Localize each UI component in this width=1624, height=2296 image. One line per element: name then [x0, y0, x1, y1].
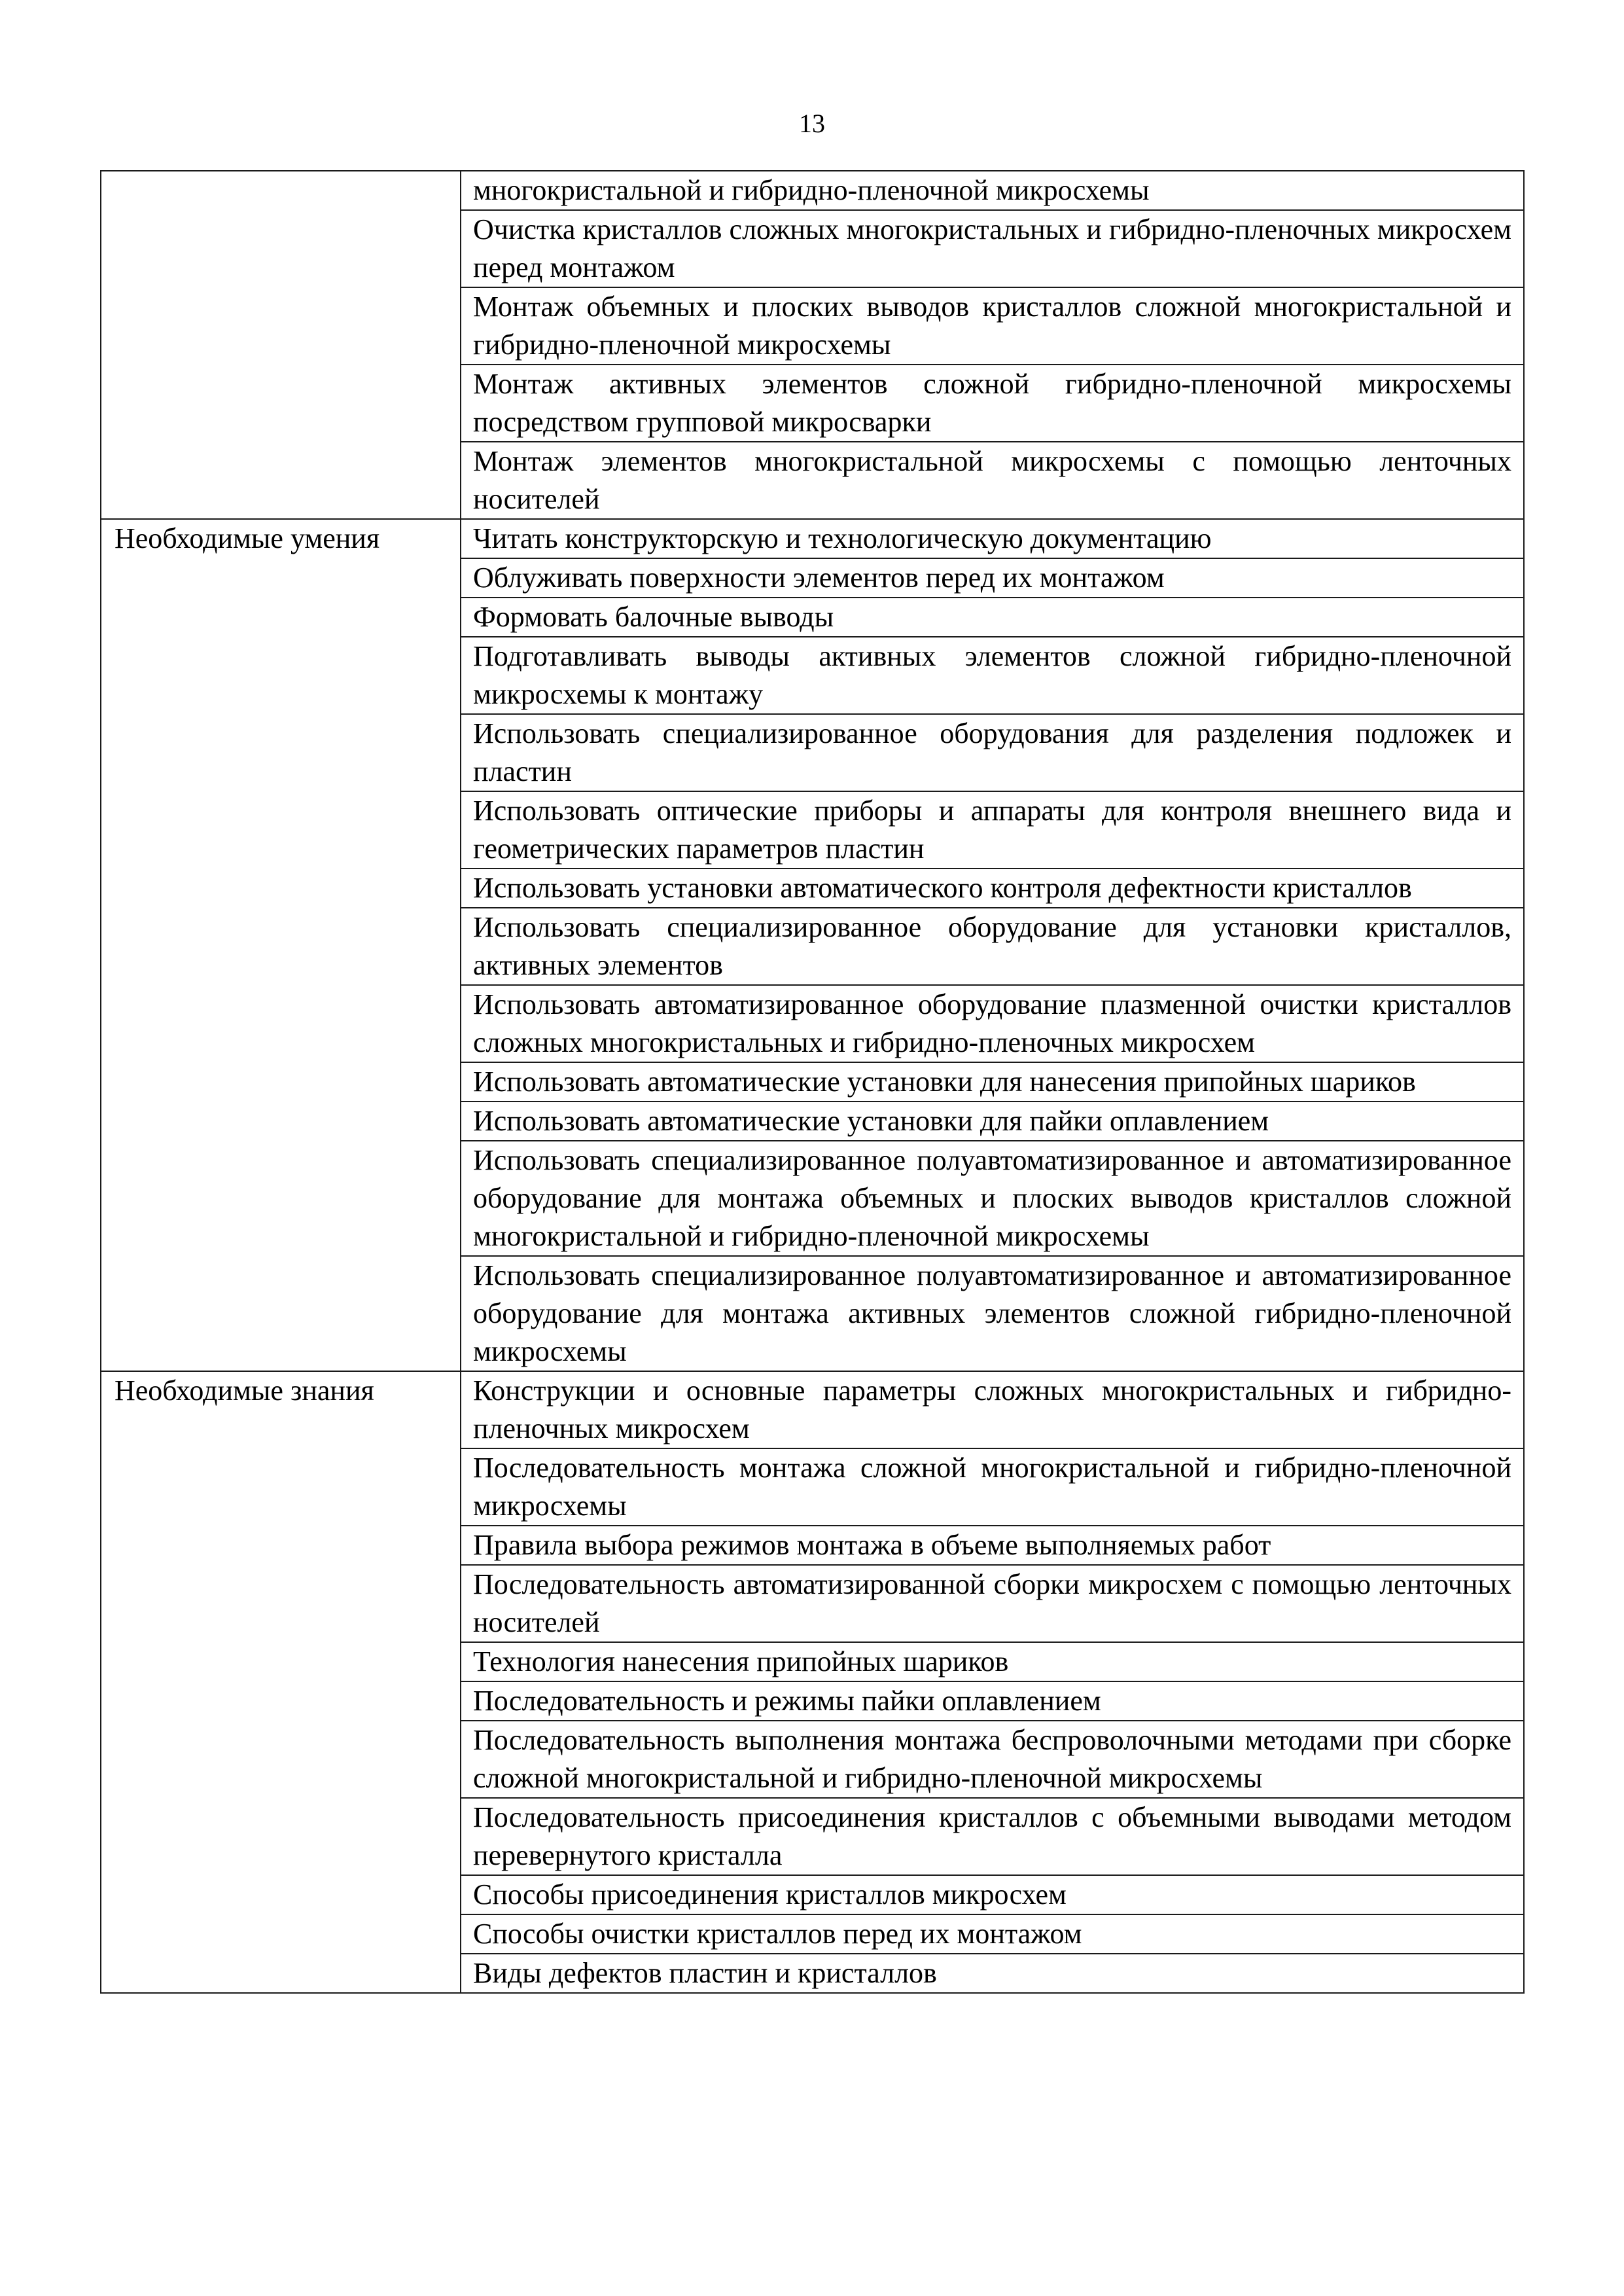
- requirement-item: Последовательность и режимы пайки оплавлением: [461, 1681, 1524, 1721]
- requirements-table: [100, 170, 1525, 1994]
- requirements-table-body: [101, 171, 1524, 1993]
- requirement-item: Способы очистки кристаллов перед их монтажом: [461, 1914, 1524, 1954]
- requirement-item: Виды дефектов пластин и кристаллов: [461, 1954, 1524, 1993]
- requirement-item: Конструкции и основные параметры сложных многокристальных и гибридно-пленочных микросхем: [461, 1371, 1524, 1448]
- requirement-item: Последовательность выполнения монтажа беспроволочными методами при сборке сложной многокристальной и гибридно-пленочной микросхемы: [461, 1721, 1524, 1798]
- requirement-item: Использовать автоматические установки для нанесения припойных шариков: [461, 1062, 1524, 1102]
- requirement-item: Использовать специализированное оборудования для разделения подложек и пластин: [461, 714, 1524, 791]
- requirement-item: Последовательность автоматизированной сборки микросхем с помощью ленточных носителей: [461, 1565, 1524, 1642]
- requirement-item: Технология нанесения припойных шариков: [461, 1642, 1524, 1681]
- requirement-item: Формовать балочные выводы: [461, 598, 1524, 637]
- category-cell: Необходимые знания: [101, 1371, 461, 1993]
- requirement-item: многокристальной и гибридно-пленочной микросхемы: [461, 171, 1524, 210]
- requirement-item: Монтаж объемных и плоских выводов кристаллов сложной многокристальной и гибридно-пленочной микросхемы: [461, 287, 1524, 365]
- requirement-item: Использовать автоматизированное оборудование плазменной очистки кристаллов сложных многокристальных и гибридно-пленочных микросхем: [461, 985, 1524, 1062]
- requirement-item: Использовать автоматические установки для пайки оплавлением: [461, 1102, 1524, 1141]
- requirement-item: Использовать оптические приборы и аппараты для контроля внешнего вида и геометрических параметров пластин: [461, 791, 1524, 869]
- requirement-item: Правила выбора режимов монтажа в объеме выполняемых работ: [461, 1526, 1524, 1565]
- requirement-item: Использовать специализированное полуавтоматизированное и автоматизированное оборудование для монтажа активных элементов сложной гибридно-пленочной микросхемы: [461, 1256, 1524, 1371]
- requirement-item: Очистка кристаллов сложных многокристальных и гибридно-пленочных микросхем перед монтажом: [461, 210, 1524, 287]
- requirement-item: Способы присоединения кристаллов микросхем: [461, 1875, 1524, 1914]
- table-row: [101, 171, 1524, 210]
- requirement-item: Монтаж активных элементов сложной гибридно-пленочной микросхемы посредством групповой микросварки: [461, 365, 1524, 442]
- requirement-item: Монтаж элементов многокристальной микросхемы с помощью ленточных носителей: [461, 442, 1524, 519]
- requirement-item: Облуживать поверхности элементов перед их монтажом: [461, 558, 1524, 598]
- requirement-item: Читать конструкторскую и технологическую документацию: [461, 519, 1524, 558]
- page-number: 13: [799, 109, 825, 138]
- requirement-item: Использовать специализированное оборудование для установки кристаллов, активных элементов: [461, 908, 1524, 985]
- requirement-item: Подготавливать выводы активных элементов сложной гибридно-пленочной микросхемы к монтажу: [461, 637, 1524, 714]
- table-row: [101, 519, 1524, 558]
- requirement-item: Использовать специализированное полуавтоматизированное и автоматизированное оборудование для монтажа объемных и плоских выводов кристаллов сложной многокристальной и гибридно-пленочной микросхемы: [461, 1141, 1524, 1256]
- category-cell: [101, 171, 461, 519]
- requirement-item: Последовательность присоединения кристаллов с объемными выводами методом перевернутого кристалла: [461, 1798, 1524, 1875]
- table-row: [101, 1371, 1524, 1448]
- requirement-item: Использовать установки автоматического контроля дефектности кристаллов: [461, 869, 1524, 908]
- requirement-item: Последовательность монтажа сложной многокристальной и гибридно-пленочной микросхемы: [461, 1448, 1524, 1526]
- category-cell: Необходимые умения: [101, 519, 461, 1371]
